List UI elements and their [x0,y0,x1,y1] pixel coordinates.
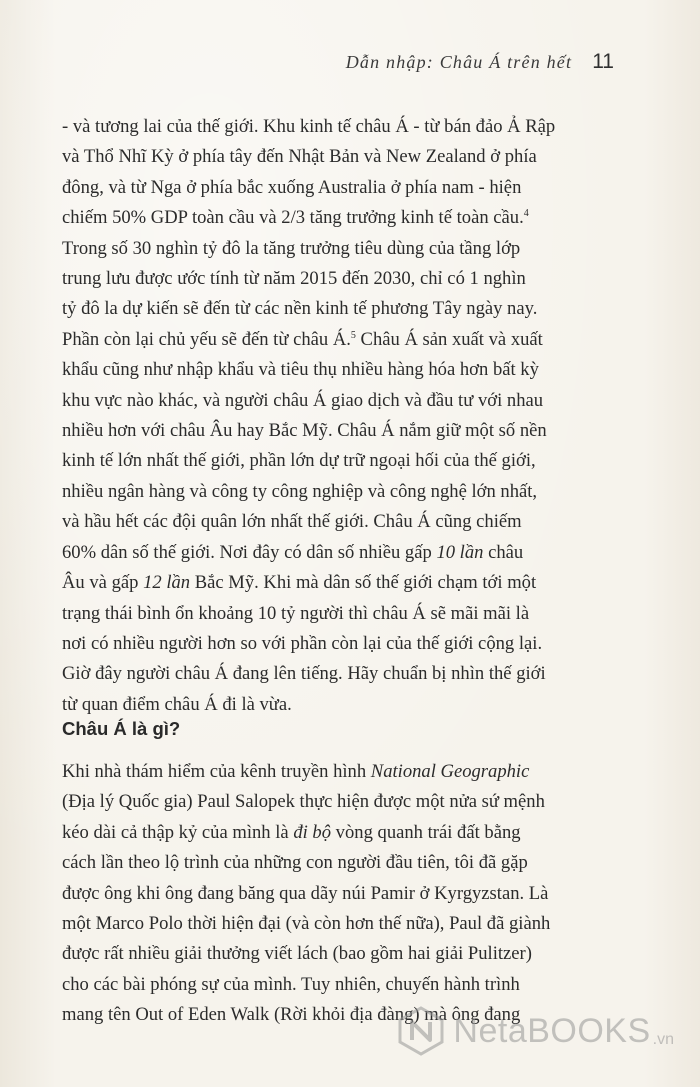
running-header [346,50,614,74]
text-line: Âu và gấp 12 lần Bắc Mỹ. Khi mà dân số thế giới chạm tới một [62,572,537,594]
watermark-brand: NetaBOOKS [453,1011,651,1050]
paragraph-1 [62,112,622,720]
paragraph-2 [62,757,622,1031]
text-line: Trong số 30 nghìn tỷ đô la tăng trưởng tiêu dùng của tầng lớp [62,237,521,259]
text-line: Giờ đây người châu Á đang lên tiếng. Hãy chuẩn bị nhìn thế giới [62,663,546,685]
text-line: kinh tế lớn nhất thế giới, phần lớn dự trữ ngoại hối của thế giới, [62,450,536,472]
text-line: - và tương lai của thế giới. Khu kinh tế châu Á - từ bán đảo Ả Rập [62,116,556,137]
text-line: được ông khi ông đang băng qua dãy núi Pamir ở Kyrgyzstan. Là [62,882,549,904]
text-line: cách lần theo lộ trình của những con người đầu tiên, tôi đã gặp [62,852,528,874]
text-line: cho các bài phóng sự của mình. Tuy nhiên, chuyến hành trình [62,973,520,995]
netabooks-logo-icon [395,1005,447,1057]
section-heading: Châu Á là gì? [62,718,181,739]
text-line: chiếm 50% GDP toàn cầu và 2/3 tăng trưởng kinh tế toàn cầu.$^4$ [62,207,529,229]
text-line: Phần còn lại chủ yếu sẽ đến từ châu Á.$^5$ Châu Á sản xuất và xuất [62,328,543,350]
running-head-title: Dẫn nhập: Châu Á trên hết [345,52,573,72]
text-line: được rất nhiều giải thưởng viết lách (bao gồm hai giải Pulitzer) [62,943,532,965]
footnote-ref-4[interactable]: 4 [523,208,529,220]
text-line: và hầu hết các đội quân lớn nhất thế giới. Châu Á cũng chiếm [62,511,522,533]
text-line: trung lưu được ước tính từ năm 2015 đến 2030, chỉ có 1 nghìn [62,268,526,290]
watermark-suffix: .vn [652,1031,674,1048]
text-line: (Địa lý Quốc gia) Paul Salopek thực hiện được một nửa sứ mệnh [62,791,545,813]
text-line: nhiều ngân hàng và công ty công nghiệp và công nghệ lớn nhất, [62,480,538,502]
text-line: mang tên Out of Eden Walk (Rời khỏi địa đàng) mà ông đang [62,1004,521,1026]
text-line: Khi nhà thám hiểm của kênh truyền hình National Geographic [62,761,530,782]
text-line: từ quan điểm châu Á đi là vừa. [62,693,292,715]
text-line: khu vực nào khác, và người châu Á giao dịch và đầu tư với nhau [62,389,544,411]
text-line: một Marco Polo thời hiện đại (và còn hơn thế nữa), Paul đã giành [62,913,551,935]
text-line: nhiều hơn với châu Âu hay Bắc Mỹ. Châu Á nắm giữ một số nền [62,420,547,442]
text-line: đông, và từ Nga ở phía bắc xuống Australia ở phía nam - hiện [62,176,522,198]
text-line: khẩu cũng như nhập khẩu và tiêu thụ nhiều hàng hóa hơn bất kỳ [62,359,539,381]
footnote-ref-5[interactable]: 5 [350,329,356,341]
text-line: kéo dài cả thập kỷ của mình là đi bộ vòng quanh trái đất bằng [62,821,521,843]
text-line: tỷ đô la dự kiến sẽ đến từ các nền kinh tế phương Tây ngày nay. [62,298,538,320]
text-line: nơi có nhiều người hơn so với phần còn lại của thế giới cộng lại. [62,632,543,654]
netabooks-watermark [395,1005,674,1057]
page-number: 11 [592,50,614,73]
text-line: 60% dân số thế giới. Nơi đây có dân số nhiều gấp 10 lần châu [62,541,524,563]
text-line: và Thổ Nhĩ Kỳ ở phía tây đến Nhật Bản và New Zealand ở phía [62,146,537,168]
text-line: trạng thái bình ổn khoảng 10 tỷ người thì châu Á sẽ mãi mãi là [62,602,530,624]
